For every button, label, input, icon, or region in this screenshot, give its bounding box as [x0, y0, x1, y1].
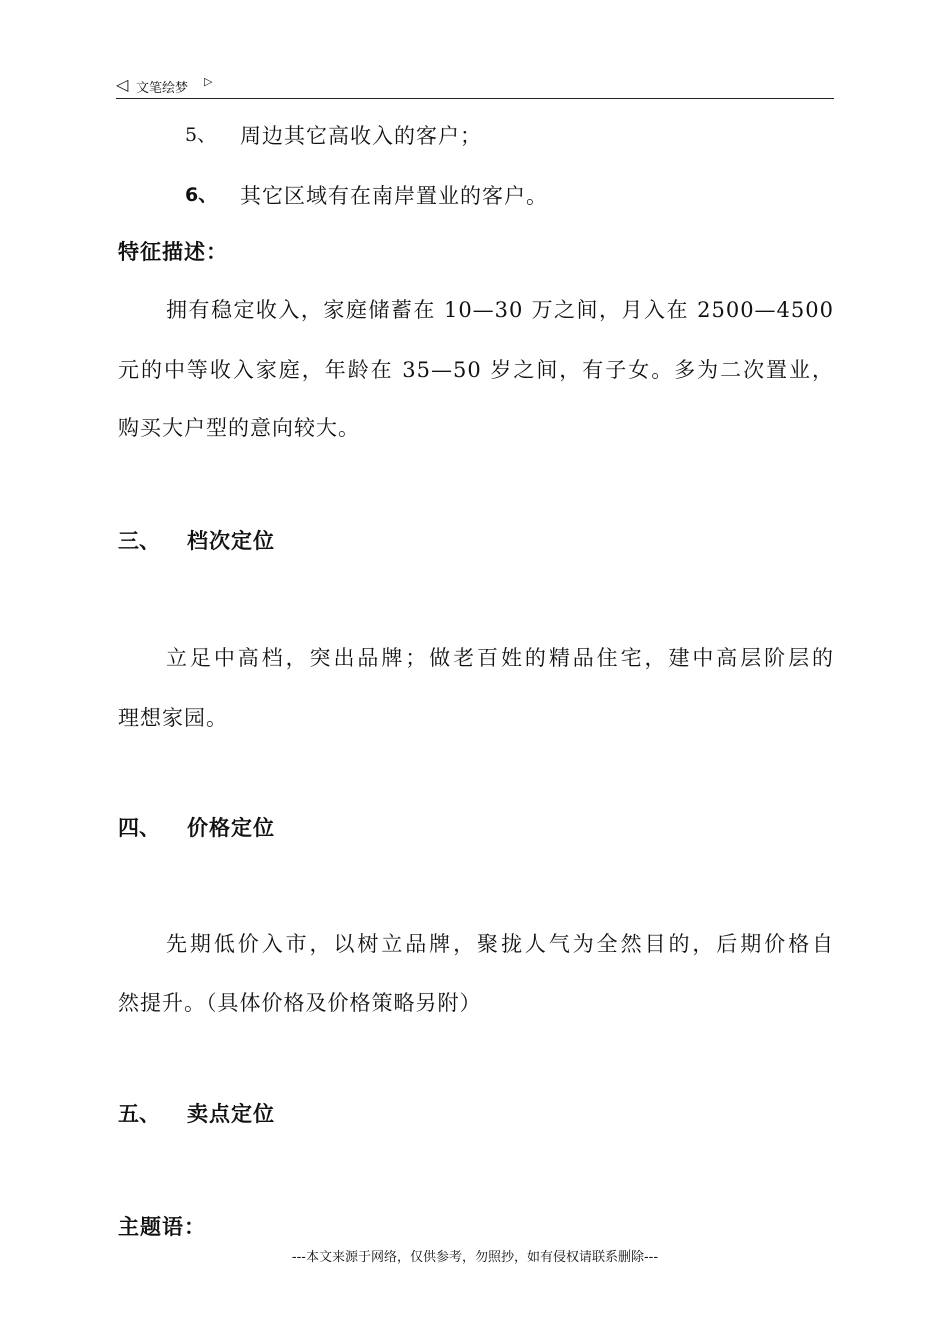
features-heading: 特征描述： — [118, 240, 228, 264]
right-triangle-icon: ▷ — [204, 75, 213, 88]
section-title: 卖点定位 — [187, 1102, 275, 1126]
paragraph-line: 理想家园。 — [118, 706, 228, 730]
section-number: 五、 — [118, 1102, 160, 1126]
left-triangle-icon: ◁ — [116, 75, 129, 94]
list-number: 6、 — [185, 184, 218, 206]
paragraph-line: 立足中高档，突出品牌；做老百姓的精品住宅，建中高层阶层的 — [166, 646, 834, 670]
page-header — [116, 72, 834, 99]
paragraph-line: 元的中等收入家庭，年龄在 35—50 岁之间，有子女。多为二次置业， — [118, 358, 834, 382]
section-title: 价格定位 — [187, 816, 275, 840]
section-title: 档次定位 — [187, 529, 275, 553]
page-footer: ---本文来源于网络，仅供参考，勿照抄，如有侵权请联系删除--- — [291, 1250, 659, 1265]
section-number: 三、 — [118, 529, 160, 553]
list-item: 其它区域有在南岸置业的客户。 — [240, 184, 548, 208]
paragraph-line: 购买大户型的意向较大。 — [118, 416, 360, 440]
list-number: 5、 — [185, 124, 217, 146]
section-number: 四、 — [118, 816, 160, 840]
paragraph-line: 先期低价入市，以树立品牌，聚拢人气为全然目的，后期价格自 — [166, 932, 834, 956]
list-item: 周边其它高收入的客户； — [240, 124, 482, 148]
theme-heading: 主题语： — [118, 1215, 206, 1239]
paragraph-line: 拥有稳定收入，家庭储蓄在 10—30 万之间，月入在 2500—4500 — [166, 298, 834, 322]
paragraph-line: 然提升。（具体价格及价格策略另附） — [118, 991, 482, 1015]
header-brand: 文笔绘梦 — [136, 81, 189, 96]
